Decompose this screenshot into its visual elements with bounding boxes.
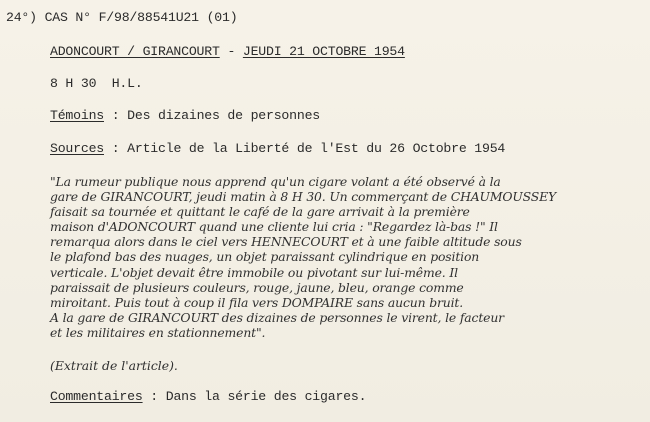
witnesses-label: Témoins	[50, 108, 104, 123]
quote-line: le plafond bas des nuages, un objet paraissant cylindrique en position	[50, 249, 480, 265]
quote-line: miroitant. Puis tout à coup il fila vers DOMPAIRE sans aucun bruit.	[50, 294, 464, 310]
witnesses-line	[50, 108, 320, 124]
sources-value: Article de la Liberté de l'Est du 26 Octobre 1954	[127, 141, 506, 156]
event-time: 8 H 30 H.L.	[50, 76, 143, 91]
case-id: CAS N° F/98/88541U21 (01)	[44, 10, 238, 25]
witnesses-separator: :	[111, 108, 120, 123]
quote-line: gare de GIRANCOURT, jeudi matin à 8 H 30. Un commerçant de CHAUMOUSSEY	[50, 189, 557, 205]
quote-line: paraissait de plusieurs couleurs, rouge, jaune, bleu, orange comme	[50, 279, 464, 295]
event-date: JEUDI 21 OCTOBRE 1954	[242, 44, 405, 59]
location-date-line	[50, 44, 405, 60]
sources-label: Sources	[50, 141, 104, 156]
quote-line: maison d'ADONCOURT quand une cliente lui cria : "Regardez là-bas !" Il	[50, 219, 498, 235]
quote-line: "La rumeur publique nous apprend qu'un cigare volant a été observé à la	[50, 174, 501, 189]
case-number: 24°)	[6, 10, 37, 25]
comments-value: Dans la série des cigares.	[165, 389, 367, 404]
sources-line	[50, 141, 505, 157]
quote-line: remarqua alors dans le ciel vers HENNECOURT et à une faible altitude sous	[50, 234, 522, 250]
quote-line: A la gare de GIRANCOURT des dizaines de personnes le virent, le facteur	[50, 309, 504, 325]
comments-separator: :	[150, 389, 159, 404]
quote-line: faisait sa tournée et quittant le café de la gare arrivait à la première	[50, 204, 470, 220]
location: ADONCOURT / GIRANCOURT	[50, 44, 220, 59]
case-header	[6, 10, 237, 26]
comments-line	[50, 389, 366, 405]
location-date-separator: -	[227, 44, 236, 59]
witnesses-value: Des dizaines de personnes	[127, 108, 321, 123]
article-quote	[50, 174, 640, 340]
quote-line: verticale. L'objet devait être immobile ou pivotant sur lui-même. Il	[50, 264, 458, 280]
comments-label: Commentaires	[50, 389, 143, 404]
sources-separator: :	[111, 141, 120, 156]
extract-note: (Extrait de l'article).	[50, 358, 178, 373]
quote-line: et les militaires en stationnement".	[50, 324, 266, 340]
